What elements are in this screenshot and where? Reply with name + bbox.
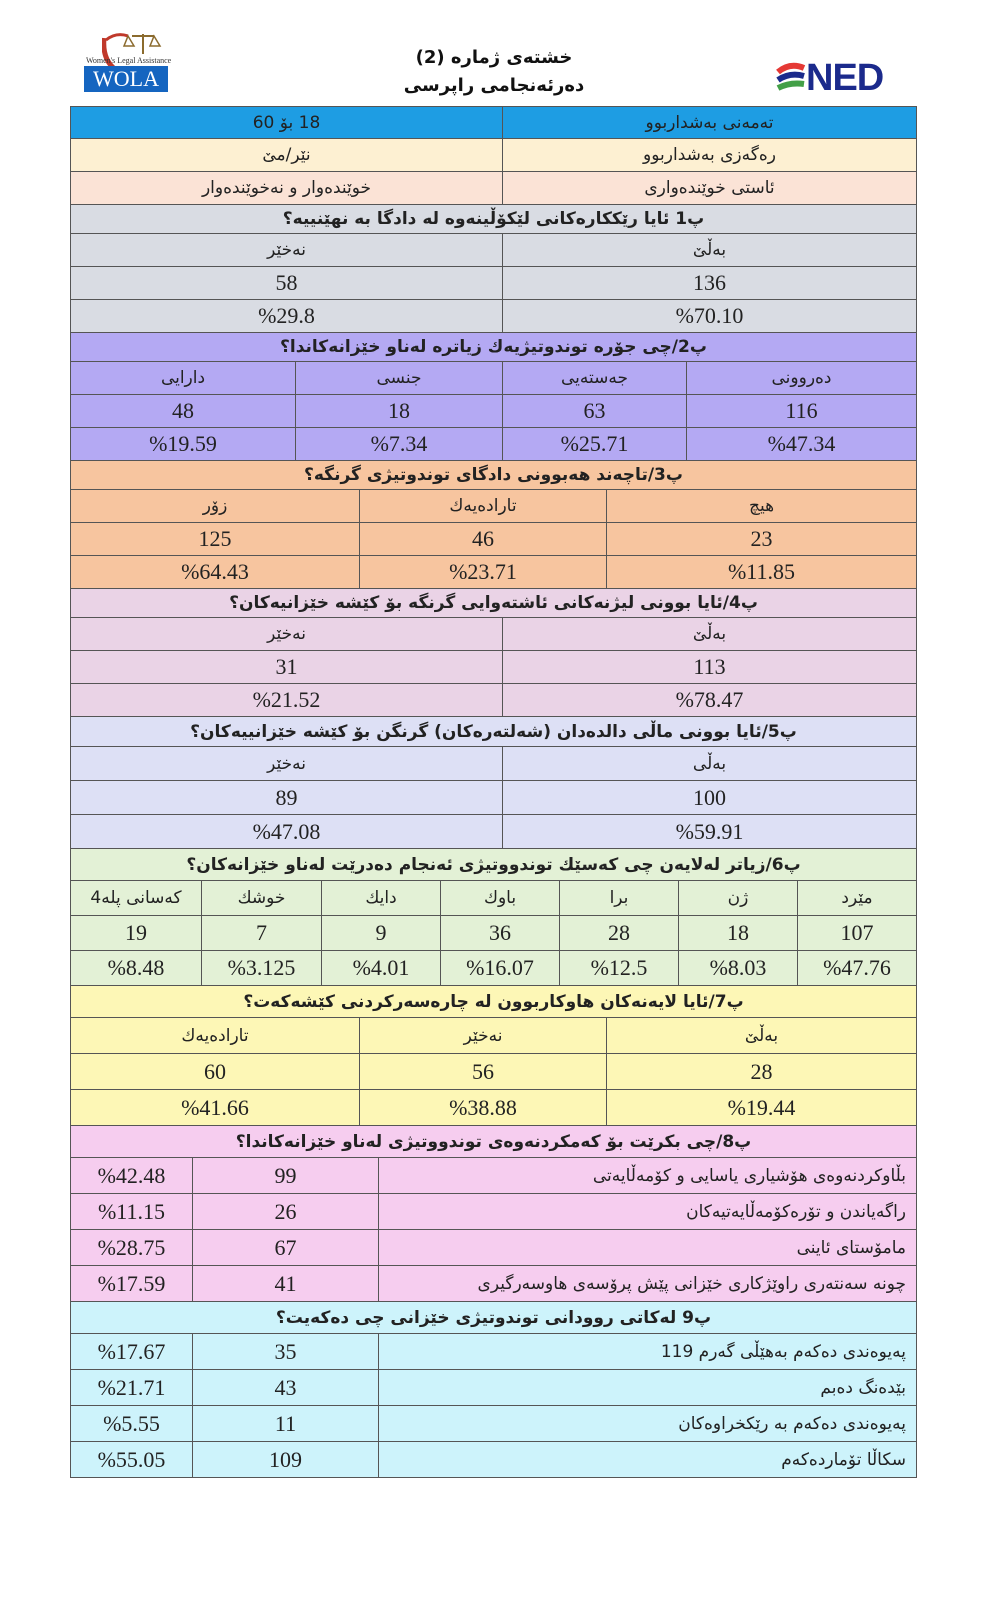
percent-value: %17.59 <box>97 1270 166 1296</box>
percent-value: %41.66 <box>181 1094 249 1120</box>
percent-value: %25.71 <box>502 428 686 460</box>
count-value: 26 <box>192 1194 378 1229</box>
count-value: 41 <box>192 1266 378 1301</box>
option-label: جنسی <box>295 362 502 394</box>
option-label: نەخێر <box>267 624 306 644</box>
q4-percents-row <box>70 684 917 717</box>
answer-text: مامۆستای ئاینی <box>378 1230 916 1265</box>
q4-counts-row <box>70 651 917 684</box>
q1-counts-row <box>70 267 917 300</box>
option-label: دایك <box>321 881 440 915</box>
q2-question-row <box>70 333 917 362</box>
percent-value: %55.05 <box>97 1446 166 1472</box>
q3-question-row <box>70 461 917 490</box>
info-row-gender <box>70 139 917 172</box>
info-label: تەمەنی بەشداربوو <box>502 107 916 138</box>
count-value: 63 <box>502 395 686 427</box>
q7-percents-row <box>70 1090 917 1126</box>
percent-value: %16.07 <box>440 951 559 985</box>
percent-value: %4.01 <box>321 951 440 985</box>
count-value: 18 <box>678 916 797 950</box>
q6-options-row <box>70 881 917 916</box>
count-value: 43 <box>192 1370 378 1405</box>
count-value: 28 <box>559 916 678 950</box>
count-value: 7 <box>201 916 321 950</box>
percent-value: %3.125 <box>201 951 321 985</box>
q4-question-row <box>70 589 917 618</box>
percent-value: %64.43 <box>181 559 249 584</box>
ned-logo <box>780 58 900 98</box>
option-label: هیچ <box>606 490 916 522</box>
percent-value: %47.08 <box>252 818 321 844</box>
q6-percents-row <box>70 951 917 986</box>
count-value: 48 <box>172 398 194 423</box>
option-label: نەخێر <box>267 240 306 260</box>
q7-question-row <box>70 986 917 1018</box>
q9-answer-row <box>70 1370 917 1406</box>
percent-value: %7.34 <box>295 428 502 460</box>
count-value: 109 <box>192 1442 378 1477</box>
survey-results-table <box>70 106 917 1478</box>
count-value: 31 <box>275 654 298 679</box>
count-value: 18 <box>295 395 502 427</box>
info-value: نێر/مێ <box>262 145 311 165</box>
option-label: ژن <box>678 881 797 915</box>
info-row-age <box>70 106 917 139</box>
count-value: 113 <box>502 651 916 683</box>
option-label: کەسانی پلە4 <box>90 888 182 908</box>
info-value: 18 بۆ 60 <box>252 112 321 133</box>
q8-answer-row <box>70 1194 917 1230</box>
count-value: 46 <box>359 523 606 555</box>
question-text: پ3/تاچەند هەبوونی دادگای توندوتیژی گرنگە؟ <box>304 465 683 485</box>
info-label: ئاستی خوێندەواری <box>502 172 916 204</box>
q7-counts-row <box>70 1054 917 1090</box>
percent-value: %19.44 <box>606 1090 916 1125</box>
q8-answer-row <box>70 1230 917 1266</box>
count-value: 23 <box>606 523 916 555</box>
q6-question-row <box>70 849 917 881</box>
count-value: 136 <box>502 267 916 299</box>
percent-value: %70.10 <box>502 300 916 332</box>
question-text: پ1 ئایا رێککارەکانی لێکۆڵینەوە لە دادگا بە نهێنییە؟ <box>282 209 705 229</box>
count-value: 99 <box>192 1158 378 1193</box>
count-value: 125 <box>198 526 232 551</box>
answer-text: بێدەنگ دەبم <box>378 1370 916 1405</box>
q8-answer-row <box>70 1266 917 1302</box>
q1-percents-row <box>70 300 917 333</box>
percent-value: %28.75 <box>97 1234 166 1260</box>
q3-percents-row <box>70 556 917 589</box>
q7-options-row <box>70 1018 917 1054</box>
percent-value: %21.71 <box>97 1374 166 1400</box>
q5-percents-row <box>70 815 917 849</box>
wola-wordmark: WOLA <box>84 66 168 92</box>
survey-results-title: دەرئەنجامی راپرسی <box>403 75 585 96</box>
wola-logo <box>72 30 172 98</box>
q9-answer-row <box>70 1442 917 1478</box>
count-value: 107 <box>797 916 916 950</box>
percent-value: %11.85 <box>606 556 916 588</box>
percent-value: %47.76 <box>797 951 916 985</box>
question-text: پ6/زیاتر لەلایەن چی کەسێك توندووتیژی ئەنجام دەدرێت لەناو خێزانەکان؟ <box>186 854 801 875</box>
percent-value: %42.48 <box>97 1162 166 1188</box>
q9-answer-row <box>70 1406 917 1442</box>
document-title <box>300 44 688 100</box>
option-label: باوك <box>440 881 559 915</box>
percent-value: %38.88 <box>359 1090 606 1125</box>
count-value: 67 <box>192 1230 378 1265</box>
option-label: بەڵێ <box>606 1018 916 1053</box>
q5-options-row <box>70 747 917 781</box>
count-value: 116 <box>686 395 916 427</box>
count-value: 9 <box>321 916 440 950</box>
percent-value: %21.52 <box>252 687 321 712</box>
q2-counts-row <box>70 395 917 428</box>
info-label: رەگەزی بەشداربوو <box>502 139 916 171</box>
wola-subtitle: Women's Legal Assistance <box>86 56 172 65</box>
option-label: بەڵێ <box>502 234 916 266</box>
count-value: 100 <box>502 781 916 814</box>
percent-value: %11.15 <box>97 1198 165 1224</box>
option-label: جەستەیی <box>502 362 686 394</box>
q5-counts-row <box>70 781 917 815</box>
question-text: پ2/چی جۆرە توندوتیژیەك زیاترە لەناو خێزانەکاندا؟ <box>280 337 707 357</box>
q8-question-row <box>70 1126 917 1158</box>
q8-answer-row <box>70 1158 917 1194</box>
option-label: بەڵێ <box>502 618 916 650</box>
q3-options-row <box>70 490 917 523</box>
q6-counts-row <box>70 916 917 951</box>
option-label: خوشك <box>201 881 321 915</box>
percent-value: %59.91 <box>502 815 916 848</box>
option-label: دەروونی <box>686 362 916 394</box>
q1-question-row <box>70 205 917 234</box>
count-value: 11 <box>192 1406 378 1441</box>
percent-value: %19.59 <box>149 431 217 456</box>
option-label: نەخێر <box>359 1018 606 1053</box>
q9-answer-row <box>70 1334 917 1370</box>
option-label: بەڵی <box>502 747 916 780</box>
q2-options-row <box>70 362 917 395</box>
q1-options-row <box>70 234 917 267</box>
percent-value: %12.5 <box>559 951 678 985</box>
info-value: خوێندەوار و نەخوێندەوار <box>201 178 372 198</box>
question-text: پ8/چی بکرێت بۆ کەمکردنەوەی توندووتیژی لەناو خێزانەکاندا؟ <box>235 1131 752 1152</box>
count-value: 35 <box>192 1334 378 1369</box>
count-value: 60 <box>204 1058 226 1084</box>
count-value: 36 <box>440 916 559 950</box>
answer-text: سکاڵا تۆماردەکەم <box>378 1442 916 1477</box>
info-row-education <box>70 172 917 205</box>
count-value: 56 <box>359 1054 606 1089</box>
percent-value: %47.34 <box>686 428 916 460</box>
option-label: تارادەیەك <box>181 1025 249 1046</box>
q9-question-row <box>70 1302 917 1334</box>
q4-options-row <box>70 618 917 651</box>
count-value: 89 <box>275 784 298 810</box>
percent-value: %5.55 <box>103 1410 160 1436</box>
page-header <box>0 0 988 106</box>
answer-text: راگەیاندن و تۆرەکۆمەڵایەتیەکان <box>378 1194 916 1229</box>
option-label: تارادەیەك <box>359 490 606 522</box>
option-label: مێرد <box>797 881 916 915</box>
percent-value: %23.71 <box>359 556 606 588</box>
count-value: 28 <box>606 1054 916 1089</box>
q2-percents-row <box>70 428 917 461</box>
answer-text: بڵاوکردنەوەی هۆشیاری یاسایی و کۆمەڵایەتی <box>378 1158 916 1193</box>
option-label: برا <box>559 881 678 915</box>
ned-swoosh-icon <box>776 58 806 98</box>
percent-value: %8.03 <box>678 951 797 985</box>
question-text: پ4/ئایا بوونی لیژنەکانی ئاشتەوایی گرنگە بۆ کێشە خێزانیەکان؟ <box>229 593 758 613</box>
percent-value: %78.47 <box>502 684 916 716</box>
count-value: 58 <box>275 270 298 295</box>
question-text: پ5/ئایا بوونی ماڵی دالدەدان (شەلتەرەکان) گرنگن بۆ کێشە خێزانییەکان؟ <box>190 721 797 742</box>
answer-text: پەیوەندی دەکەم بەهێڵی گەرم 119 <box>378 1334 916 1369</box>
ned-wordmark: NED <box>806 57 884 99</box>
question-text: پ7/ئایا لایەنەکان هاوکاربوون لە چارەسەرکردنی کێشەکەت؟ <box>243 991 744 1012</box>
option-label: نەخێر <box>267 753 306 774</box>
option-label: زۆر <box>202 496 228 516</box>
percent-value: %29.8 <box>258 303 315 328</box>
answer-text: پەیوەندی دەکەم بە رێکخراوەکان <box>378 1406 916 1441</box>
percent-value: %8.48 <box>107 955 165 980</box>
percent-value: %17.67 <box>97 1338 166 1364</box>
q5-question-row <box>70 717 917 747</box>
table-number-title: خشتەی ژمارە (2) <box>415 47 573 68</box>
count-value: 19 <box>125 920 147 945</box>
question-text: پ9 لەکاتی روودانی توندوتیژی خێزانی چی دەکەیت؟ <box>275 1307 712 1328</box>
q3-counts-row <box>70 523 917 556</box>
option-label: دارایی <box>160 368 206 388</box>
answer-text: چونە سەنتەری راوێژکاری خێزانی پێش پرۆسەی هاوسەرگیری <box>378 1266 916 1301</box>
